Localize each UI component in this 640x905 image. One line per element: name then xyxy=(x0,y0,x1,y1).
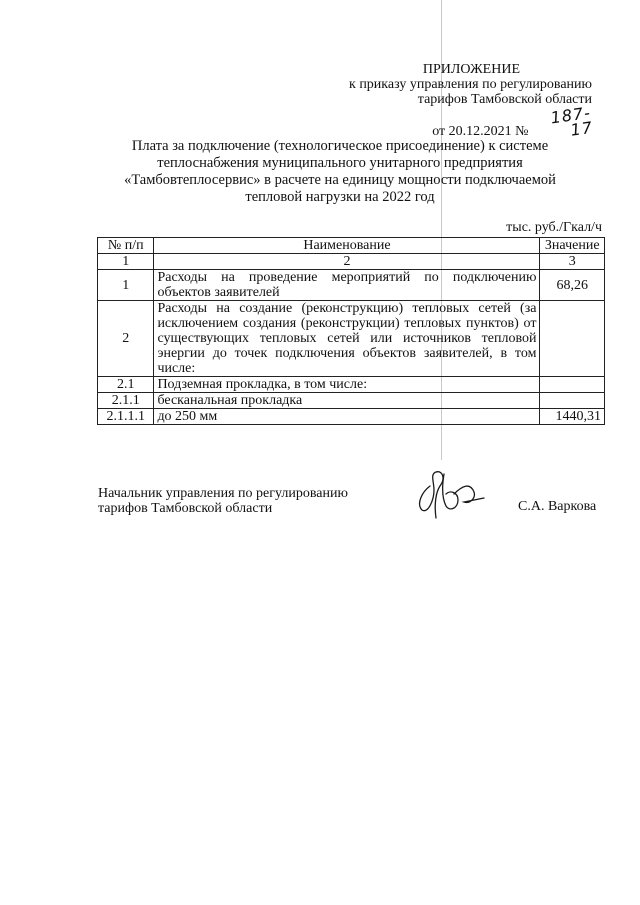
title-line-4: тепловой нагрузки на 2022 год xyxy=(245,189,435,205)
table-header-row xyxy=(98,238,605,254)
colnum-2: 2 xyxy=(154,254,540,270)
appendix-order-line2: тарифов Тамбовской области xyxy=(417,92,592,107)
handwritten-signature xyxy=(400,464,490,524)
header-name: Наименование xyxy=(154,238,540,254)
title-line-1: Плата за подключение (технологическое присоединение) к системе xyxy=(131,138,549,154)
header-value: Значение xyxy=(540,238,605,254)
appendix-heading: ПРИЛОЖЕНИЕ xyxy=(422,62,520,77)
table-row xyxy=(98,301,605,377)
row-number: 1 xyxy=(98,270,154,301)
row-value: 68,26 xyxy=(540,270,605,301)
row-number: 2.1.1 xyxy=(98,393,154,409)
signatory-name: С.А. Варкова xyxy=(518,499,597,514)
table-row xyxy=(98,409,605,425)
row-number: 2 xyxy=(98,301,154,377)
row-name: Подземная прокладка, в том числе: xyxy=(154,377,540,393)
header-number: № п/п xyxy=(98,238,154,254)
signatory-position xyxy=(98,486,348,516)
row-name: бесканальная прокладка xyxy=(154,393,540,409)
row-name: до 250 мм xyxy=(154,409,540,425)
order-date-text: от 20.12.2021 № xyxy=(432,124,529,139)
appendix-order-date xyxy=(432,102,595,140)
position-line-1: Начальник управления по регулированию xyxy=(98,486,348,501)
row-value xyxy=(540,377,605,393)
position-line-2: тарифов Тамбовской области xyxy=(98,501,273,516)
table-row xyxy=(98,377,605,393)
row-number: 2.1 xyxy=(98,377,154,393)
colnum-3: 3 xyxy=(540,254,605,270)
appendix-order-line1: к приказу управления по регулированию xyxy=(349,77,592,92)
tariff-table xyxy=(97,237,605,425)
row-number: 2.1.1.1 xyxy=(98,409,154,425)
column-number-row xyxy=(98,254,605,270)
row-value xyxy=(540,393,605,409)
title-line-2: теплоснабжения муниципального унитарного предприятия xyxy=(157,155,523,171)
table-row xyxy=(98,393,605,409)
row-name: Расходы на проведение мероприятий по подключению объектов заявителей xyxy=(154,270,540,301)
units-label: тыс. руб./Гкал/ч xyxy=(506,220,602,235)
row-name: Расходы на создание (реконструкцию) тепловых сетей (за исключением создания (реконструкции) тепловых пунктов) от существующих тепловых сетей или источников тепловой энергии до точек подключения объектов заявителей, в том числе: xyxy=(154,301,540,377)
appendix-header xyxy=(349,62,595,140)
row-value: 1440,31 xyxy=(540,409,605,425)
order-number-handwritten: 187-17 xyxy=(549,102,595,140)
row-value xyxy=(540,301,605,377)
colnum-1: 1 xyxy=(98,254,154,270)
title-line-3: «Тамбовтеплосервис» в расчете на единицу мощности подключаемой xyxy=(124,172,556,188)
table-row xyxy=(98,270,605,301)
document-title xyxy=(60,138,620,206)
